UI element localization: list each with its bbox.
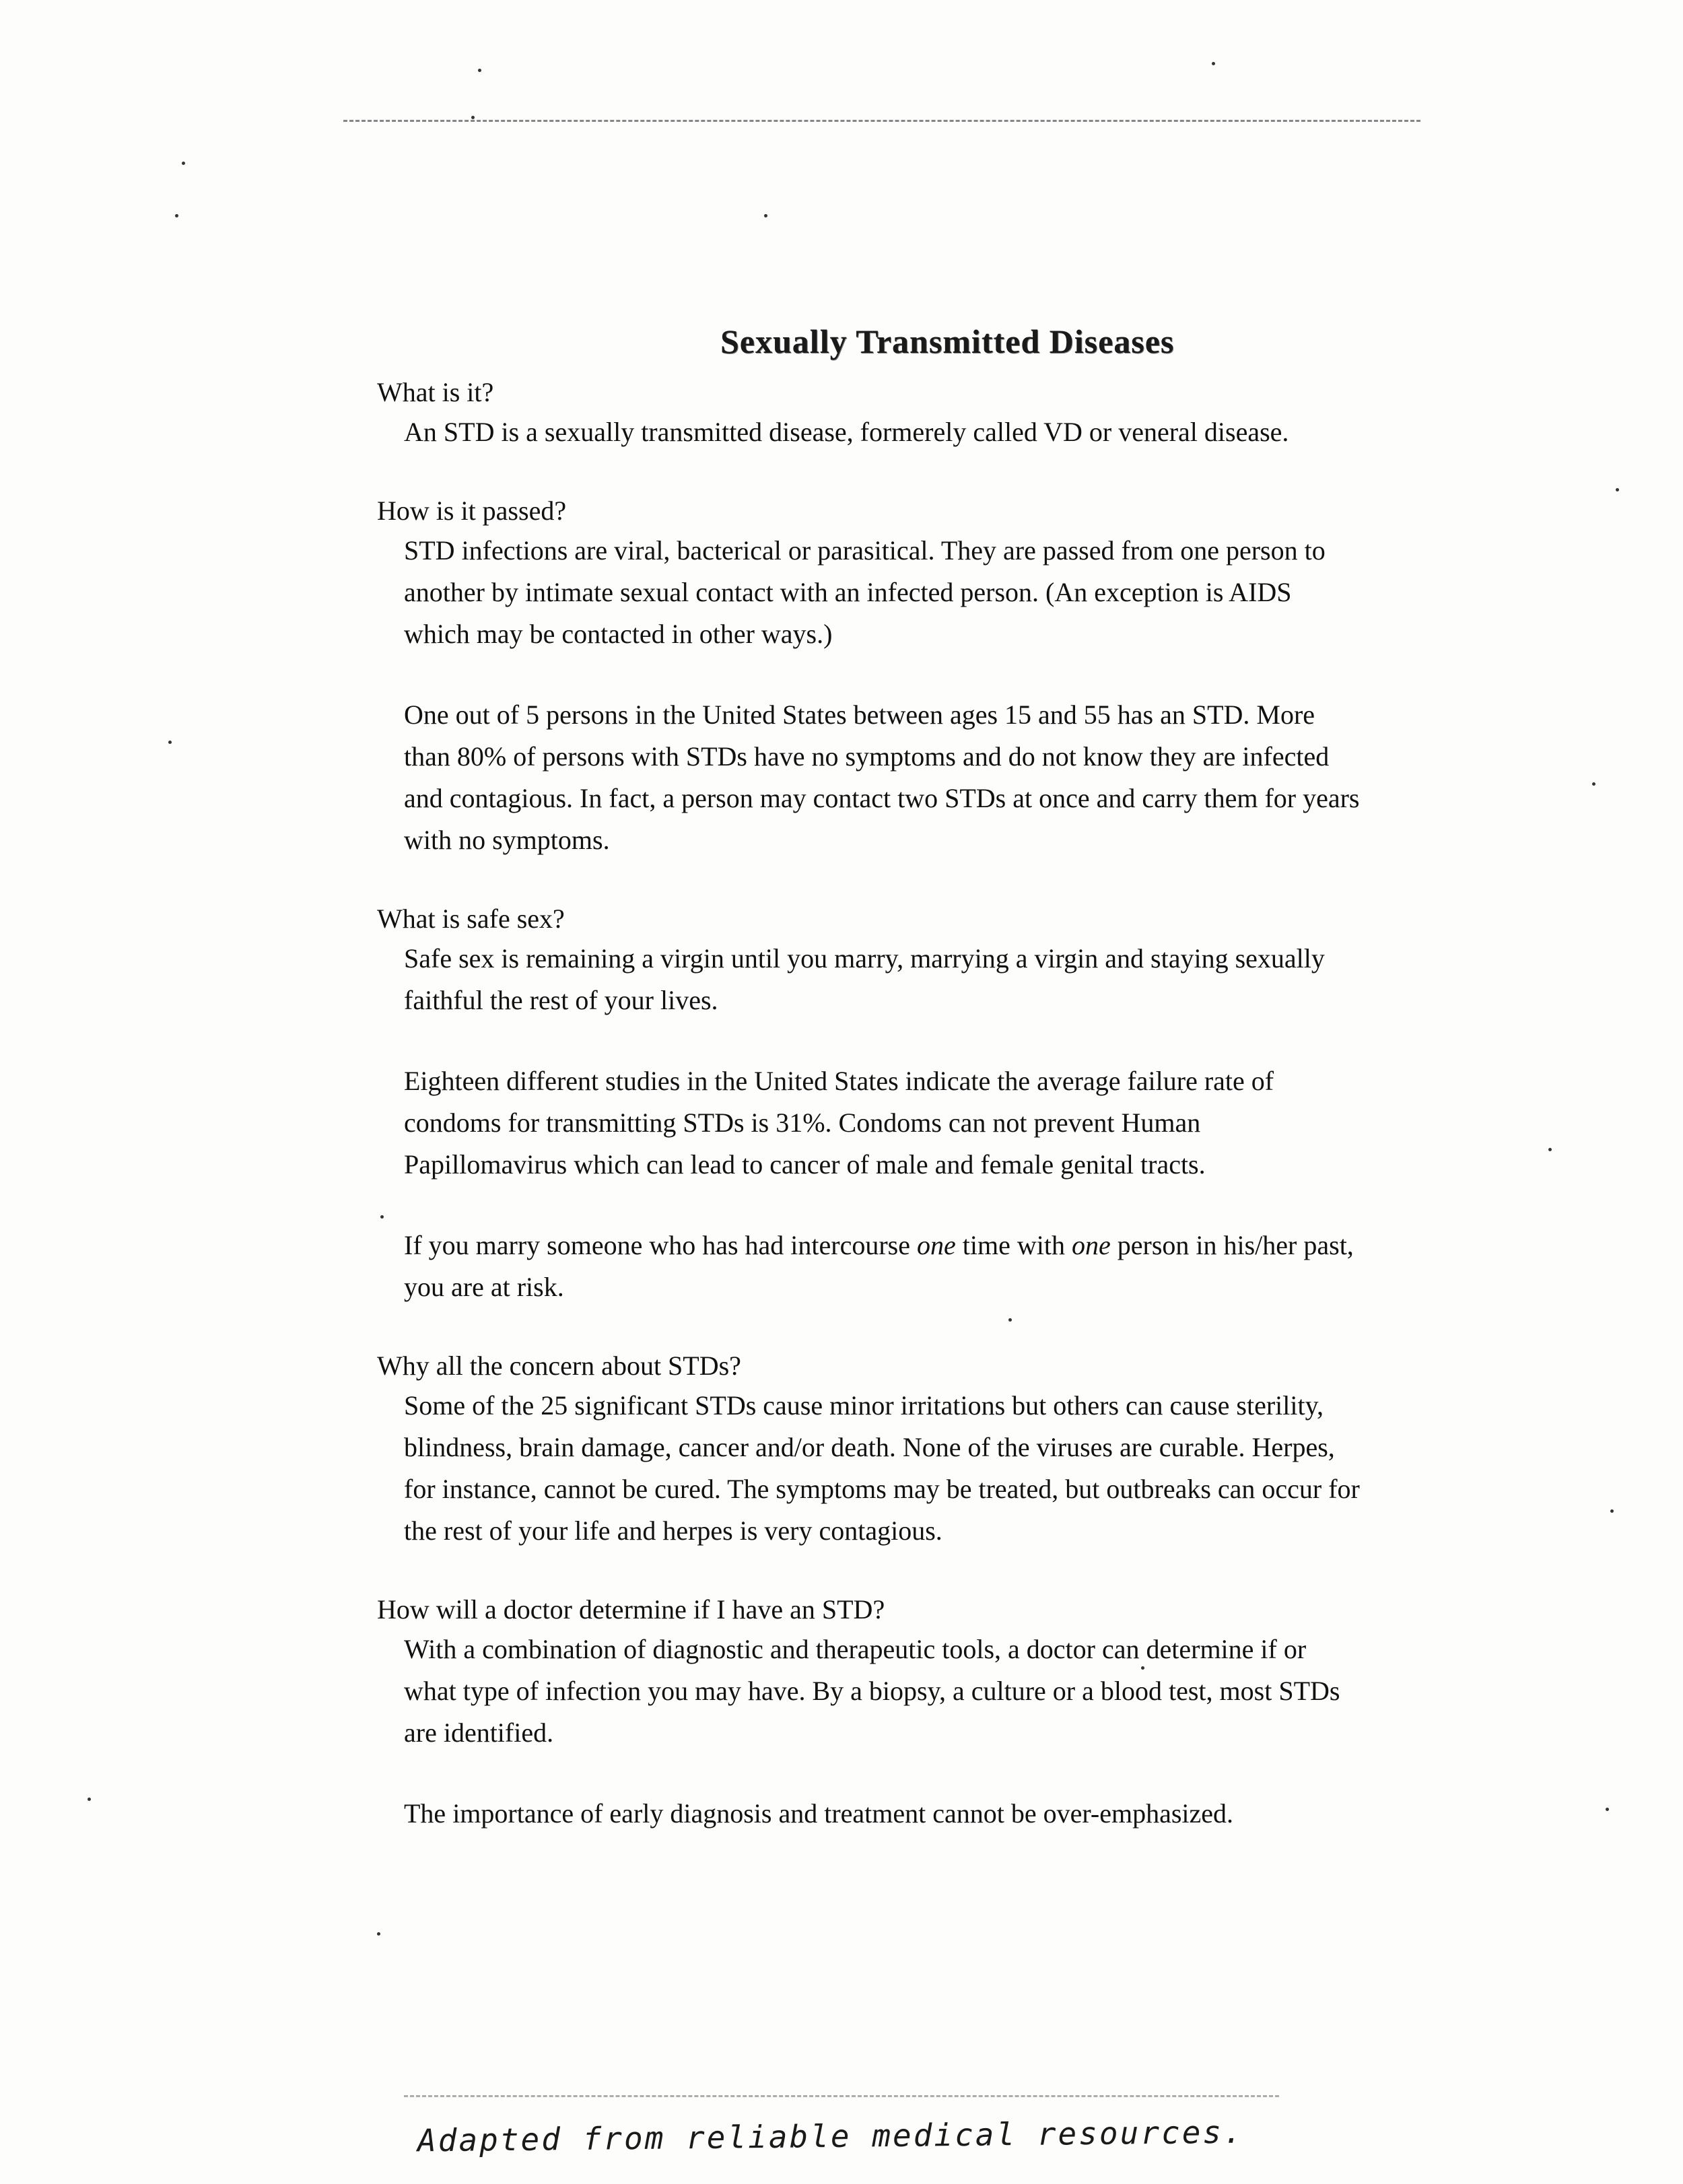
paragraph: One out of 5 persons in the United States between ages 15 and 55 has an STD. More than 80% of persons with STDs have no symptoms and do not know they are infected and contagious. In fact, a person may contact two STDs at once and carry them for years with no symptoms.	[404, 699, 1360, 855]
section-what-is-it	[377, 374, 1373, 453]
text-run: If you marry someone who has had intercourse	[404, 1230, 917, 1260]
scan-speck	[175, 214, 178, 217]
paragraph: Safe sex is remaining a virgin until you marry, marrying a virgin and staying sexually faithful the rest of your lives.	[404, 943, 1325, 1015]
scan-speck	[1606, 1808, 1609, 1811]
paragraph: Eighteen different studies in the United States indicate the average failure rate of condoms for transmitting STDs is 31%. Condoms can not prevent Human Papillomavirus which can lead to cancer of male and female genital tracts.	[404, 1066, 1274, 1180]
emphasis-text: one	[917, 1230, 956, 1260]
scan-speck	[182, 162, 185, 165]
scan-speck	[471, 116, 475, 119]
section-heading: How is it passed?	[377, 496, 567, 526]
section-heading: Why all the concern about STDs?	[377, 1351, 741, 1381]
text-run: time with	[955, 1230, 1072, 1260]
paragraph: An STD is a sexually transmitted disease, formerely called VD or veneral disease.	[404, 417, 1289, 447]
section-heading: What is it?	[377, 377, 494, 407]
paragraph: With a combination of diagnostic and therapeutic tools, a doctor can determine if or what type of infection you may have. By a biopsy, a culture or a blood test, most STDs are identified.	[404, 1634, 1340, 1748]
section-heading: What is safe sex?	[377, 903, 565, 934]
scan-speck	[764, 214, 767, 217]
scan-speck	[1548, 1148, 1552, 1151]
section-safe-sex	[377, 900, 1373, 1308]
section-diagnosis	[377, 1591, 1373, 1835]
section-concern	[377, 1347, 1373, 1552]
paragraph: Some of the 25 significant STDs cause minor irritations but others can cause sterility, blindness, brain damage, cancer and/or death. None of the viruses are curable. Herpes, for instance, cannot be cured. The symptoms may be treated, but outbreaks can occur for the rest of your life and herpes is very contagious.	[404, 1390, 1360, 1546]
text-run: person in his/her past, you are at risk.	[404, 1230, 1354, 1302]
section-heading: How will a doctor determine if I have an STD?	[377, 1594, 885, 1625]
scan-speck	[88, 1798, 91, 1801]
scan-speck	[377, 1932, 380, 1936]
paragraph: The importance of early diagnosis and treatment cannot be over-emphasized.	[404, 1798, 1234, 1829]
paragraph-risk	[404, 1225, 1360, 1308]
scan-speck	[1610, 1509, 1614, 1513]
bottom-divider	[404, 2095, 1279, 2097]
page-title: Sexually Transmitted Diseases	[720, 322, 1175, 360]
scan-speck	[168, 741, 172, 744]
top-divider	[343, 120, 1420, 122]
paragraph: STD infections are viral, bacterical or parasitical. They are passed from one person to another by intimate sexual contact with an infected person. (An exception is AIDS which may be contacted in other ways.)	[404, 535, 1326, 649]
handwritten-footer-note: Adapted from reliable medical resources.	[417, 2113, 1245, 2159]
scan-speck	[478, 69, 481, 72]
scan-speck	[1592, 782, 1595, 786]
document-body	[377, 374, 1373, 1874]
section-how-is-it-passed	[377, 492, 1373, 861]
scan-speck	[1616, 488, 1619, 491]
scan-speck	[1212, 62, 1215, 65]
emphasis-text: one	[1071, 1230, 1111, 1260]
